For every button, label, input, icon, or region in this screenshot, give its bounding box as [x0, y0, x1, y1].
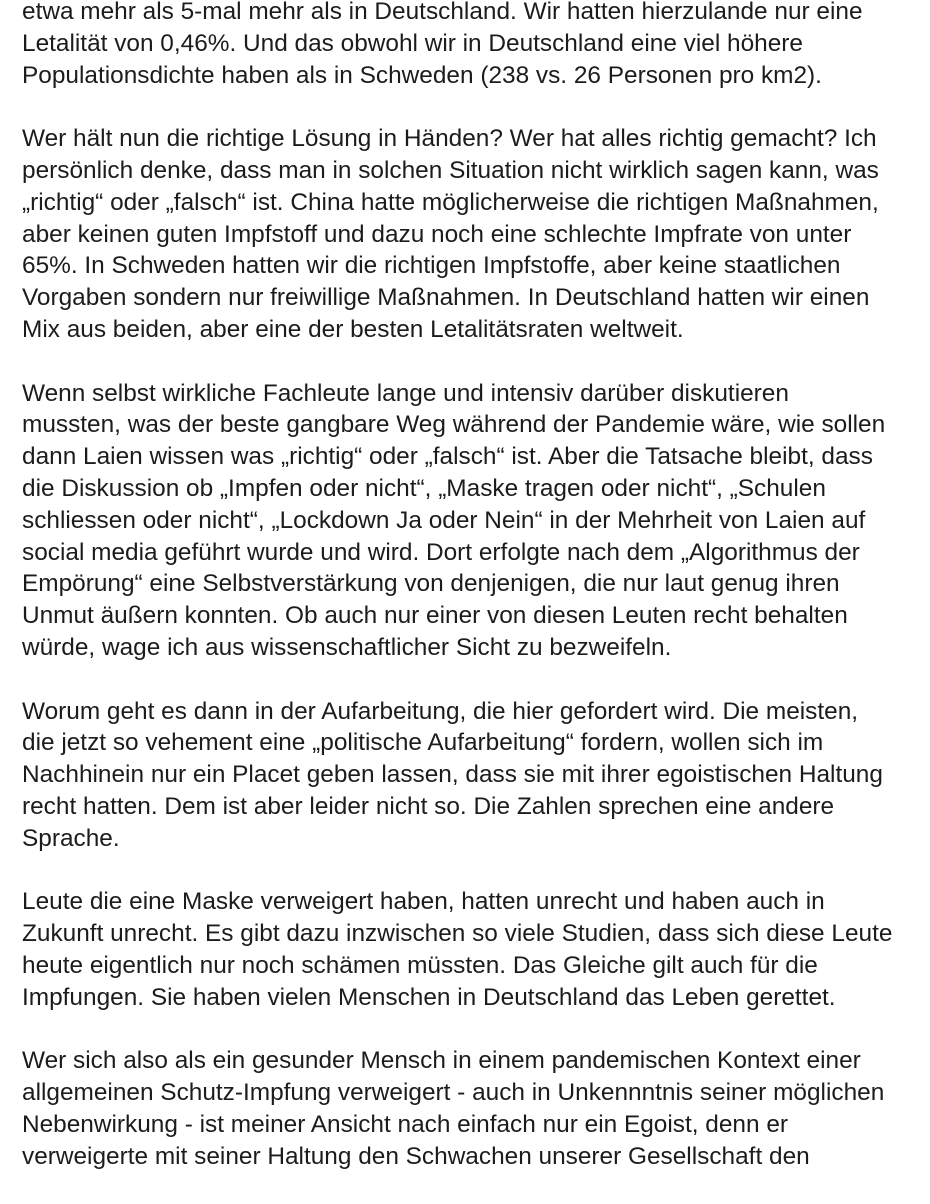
paragraph — [22, 886, 922, 1013]
text-line: Wer hält nun die richtige Lösung in Händen? Wer hat alles richtig gemacht? Ich — [22, 125, 877, 153]
text-line: verweigerte mit seiner Haltung den Schwachen unserer Gesellschaft den — [22, 1142, 810, 1170]
text-line: Mix aus beiden, aber eine der besten Letalitätsraten weltweit. — [22, 315, 684, 343]
text-line: 65%. In Schweden hatten wir die richtigen Impfstoffe, aber keine staatlichen — [22, 252, 841, 280]
text-line: Wer sich also als ein gesunder Mensch in einem pandemischen Kontext einer — [22, 1047, 861, 1075]
text-line: social media geführt wurde und wird. Dort erfolgte nach dem „Algorithmus der — [22, 538, 860, 566]
text-line: Letalität von 0,46%. Und das obwohl wir in Deutschland eine viel höhere — [22, 29, 803, 57]
text-line: dann Laien wissen was „richtig“ oder „falsch“ ist. Aber die Tatsache bleibt, dass — [22, 443, 873, 471]
text-line: die Diskussion ob „Impfen oder nicht“, „Maske tragen oder nicht“, „Schulen — [22, 474, 826, 502]
text-line: Empörung“ eine Selbstverstärkung von denjenigen, die nur laut genug ihren — [22, 570, 840, 598]
text-line: recht hatten. Dem ist aber leider nicht so. Die Zahlen sprechen eine andere — [22, 792, 835, 820]
text-line: allgemeinen Schutz-Impfung verweigert - auch in Unkennntnis seiner möglichen — [22, 1079, 885, 1107]
text-line: Vorgaben sondern nur freiwillige Maßnahmen. In Deutschland hatten wir einen — [22, 284, 870, 312]
text-line: heute eigentlich nur noch schämen müssten. Das Gleiche gilt auch für die — [22, 951, 818, 979]
text-line: Sprache. — [22, 824, 120, 852]
text-line: Unmut äußern konnten. Ob auch nur einer von diesen Leuten recht behalten — [22, 602, 848, 630]
text-line: Zukunft unrecht. Es gibt dazu inzwischen so viele Studien, dass sich diese Leute — [22, 920, 893, 948]
paragraph — [22, 378, 922, 664]
paragraph — [22, 696, 922, 855]
document-body — [22, 0, 922, 1204]
paragraph — [22, 1045, 922, 1172]
paragraph — [22, 0, 922, 91]
text-line: Worum geht es dann in der Aufarbeitung, die hier gefordert wird. Die meisten, — [22, 697, 859, 725]
text-line: schliessen oder nicht“, „Lockdown Ja oder Nein“ in der Mehrheit von Laien auf — [22, 506, 866, 534]
text-line: aber keinen guten Impfstoff und dazu noch eine schlechte Impfrate von unter — [22, 220, 852, 248]
text-line: Impfungen. Sie haben vielen Menschen in Deutschland das Leben gerettet. — [22, 983, 836, 1011]
text-line: persönlich denke, dass man in solchen Situation nicht wirklich sagen kann, was — [22, 156, 879, 184]
text-line: etwa mehr als 5-mal mehr als in Deutschland. Wir hatten hierzulande nur eine — [22, 0, 863, 25]
text-line: Nachhinein nur ein Placet geben lassen, dass sie mit ihrer egoistischen Haltung — [22, 761, 883, 789]
text-line: Nebenwirkung - ist meiner Ansicht nach einfach nur ein Egoist, denn er — [22, 1110, 789, 1138]
text-line: „richtig“ oder „falsch“ ist. China hatte möglicherweise die richtigen Maßnahmen, — [22, 188, 879, 216]
text-line: die jetzt so vehement eine „politische Aufarbeitung“ fordern, wollen sich im — [22, 729, 824, 757]
text-line: Populationsdichte haben als in Schweden (238 vs. 26 Personen pro km2). — [22, 61, 822, 89]
text-line: Leute die eine Maske verweigert haben, hatten unrecht und haben auch in — [22, 888, 825, 916]
text-line: würde, wage ich aus wissenschaftlicher Sicht zu bezweifeln. — [22, 633, 672, 661]
text-line: mussten, was der beste gangbare Weg während der Pandemie wäre, wie sollen — [22, 411, 886, 439]
paragraph — [22, 123, 922, 346]
text-line: Wenn selbst wirkliche Fachleute lange und intensiv darüber diskutieren — [22, 379, 789, 407]
